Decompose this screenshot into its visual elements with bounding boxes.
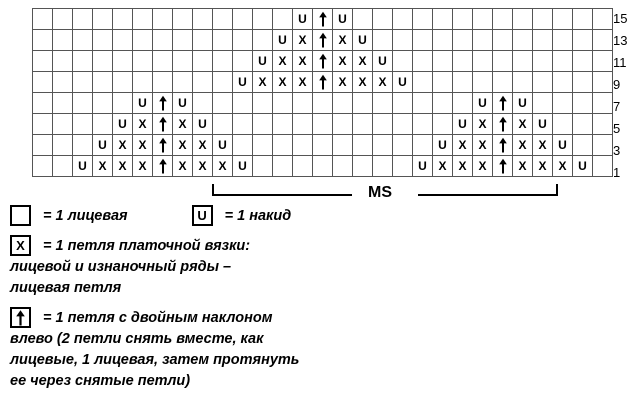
chart-cell-double-decrease [153, 93, 173, 114]
chart-cell-garter: X [273, 51, 293, 72]
chart-cell-blank [193, 30, 213, 51]
chart-cell-yarnover: U [433, 135, 453, 156]
chart-cell-blank [273, 156, 293, 177]
chart-cell-garter: X [333, 51, 353, 72]
chart-cell-blank [453, 9, 473, 30]
chart-cell-blank [93, 93, 113, 114]
chart-cell-blank [393, 9, 413, 30]
chart-cell-blank [53, 93, 73, 114]
chart-cell-garter: X [173, 156, 193, 177]
chart-cell-garter: X [513, 114, 533, 135]
chart-cell-blank [73, 30, 93, 51]
chart-cell-yarnover: U [233, 156, 253, 177]
chart-cell-blank [553, 51, 573, 72]
chart-cell-garter: X [513, 135, 533, 156]
chart-cell-blank [113, 9, 133, 30]
chart-cell-blank [353, 93, 373, 114]
chart-cell-blank [213, 51, 233, 72]
chart-cell-double-decrease [493, 93, 513, 114]
chart-cell-blank [553, 93, 573, 114]
chart-cell-blank [573, 135, 593, 156]
chart-cell-blank [513, 51, 533, 72]
chart-cell-blank [593, 72, 613, 93]
chart-cell-blank [593, 51, 613, 72]
chart-cell-blank [293, 156, 313, 177]
chart-cell-blank [433, 9, 453, 30]
chart-cell-blank [453, 51, 473, 72]
chart-cell-blank [133, 30, 153, 51]
chart-cell-blank [273, 114, 293, 135]
chart-cell-blank [413, 135, 433, 156]
chart-cell-blank [493, 72, 513, 93]
chart-cell-garter: X [353, 72, 373, 93]
chart-cell-blank [593, 30, 613, 51]
chart-cell-blank [53, 156, 73, 177]
chart-cell-double-decrease [153, 135, 173, 156]
chart-cell-garter: X [453, 156, 473, 177]
chart-cell-yarnover: U [513, 93, 533, 114]
row-number: 5 [613, 121, 621, 136]
chart-cell-blank [213, 30, 233, 51]
chart-cell-blank [253, 114, 273, 135]
chart-cell-yarnover: U [453, 114, 473, 135]
chart-cell-blank [253, 135, 273, 156]
chart-cell-garter: X [333, 72, 353, 93]
chart-cell-blank [73, 114, 93, 135]
chart-cell-blank [393, 135, 413, 156]
chart-cell-blank [373, 9, 393, 30]
chart-cell-blank [473, 9, 493, 30]
chart-row [33, 135, 613, 156]
chart-cell-blank [573, 93, 593, 114]
chart-cell-garter: X [533, 135, 553, 156]
chart-cell-garter: X [173, 135, 193, 156]
chart-cell-blank [233, 135, 253, 156]
chart-cell-blank [373, 156, 393, 177]
chart-cell-blank [353, 156, 373, 177]
chart-cell-garter: X [173, 114, 193, 135]
chart-cell-garter: X [553, 156, 573, 177]
chart-cell-blank [73, 72, 93, 93]
chart-row [33, 114, 613, 135]
chart-cell-yarnover: U [573, 156, 593, 177]
chart-cell-blank [573, 72, 593, 93]
chart-cell-garter: X [133, 114, 153, 135]
chart-cell-blank [353, 135, 373, 156]
chart-cell-double-decrease [153, 114, 173, 135]
chart-cell-yarnover: U [113, 114, 133, 135]
chart-cell-blank [413, 114, 433, 135]
legend-item-1-text: = 1 лицевая [43, 207, 128, 224]
ms-bracket [212, 184, 558, 206]
chart-cell-blank [253, 93, 273, 114]
chart-cell-blank [53, 51, 73, 72]
chart-cell-blank [333, 114, 353, 135]
row-number: 15 [613, 11, 628, 26]
chart-cell-yarnover: U [373, 51, 393, 72]
chart-cell-blank [413, 72, 433, 93]
chart-cell-blank [513, 30, 533, 51]
chart-cell-blank [393, 30, 413, 51]
chart-cell-blank [433, 93, 453, 114]
chart-cell-blank [53, 135, 73, 156]
legend-row-1 [10, 205, 630, 226]
chart-row [33, 51, 613, 72]
chart-cell-garter: X [133, 135, 153, 156]
chart-cell-blank [593, 9, 613, 30]
chart-cell-blank [53, 72, 73, 93]
chart-cell-garter: X [193, 156, 213, 177]
chart-cell-blank [253, 30, 273, 51]
chart-cell-blank [133, 9, 153, 30]
chart-cell-blank [293, 135, 313, 156]
chart-cell-yarnover: U [553, 135, 573, 156]
chart-cell-yarnover: U [93, 135, 113, 156]
chart-cell-yarnover: U [253, 51, 273, 72]
chart-cell-blank [533, 72, 553, 93]
chart-cell-double-decrease [313, 72, 333, 93]
chart-cell-blank [513, 9, 533, 30]
chart-cell-blank [333, 135, 353, 156]
chart-cell-yarnover: U [233, 72, 253, 93]
chart-cell-blank [493, 30, 513, 51]
chart-cell-blank [453, 93, 473, 114]
legend-row-3 [10, 307, 630, 391]
chart-cell-blank [593, 156, 613, 177]
chart-cell-blank [533, 30, 553, 51]
chart-cell-garter: X [133, 156, 153, 177]
chart-cell-garter: X [453, 135, 473, 156]
legend-row-2 [10, 235, 630, 298]
chart-cell-blank [553, 114, 573, 135]
chart-cell-blank [473, 72, 493, 93]
chart-cell-yarnover: U [393, 72, 413, 93]
chart-cell-blank [333, 93, 353, 114]
chart-cell-blank [393, 114, 413, 135]
chart-cell-blank [193, 9, 213, 30]
chart-cell-blank [573, 114, 593, 135]
chart-cell-blank [133, 72, 153, 93]
chart-cell-blank [573, 51, 593, 72]
chart-cell-blank [593, 135, 613, 156]
chart-row [33, 30, 613, 51]
chart-cell-blank [73, 135, 93, 156]
chart-cell-yarnover: U [293, 9, 313, 30]
chart-cell-blank [413, 9, 433, 30]
chart-cell-garter: X [353, 51, 373, 72]
chart-cell-blank [253, 156, 273, 177]
chart-cell-blank [393, 51, 413, 72]
chart-cell-blank [233, 93, 253, 114]
chart-cell-blank [553, 30, 573, 51]
chart-cell-blank [33, 114, 53, 135]
chart-cell-blank [53, 9, 73, 30]
chart-cell-blank [153, 72, 173, 93]
ms-label: MS [363, 184, 397, 202]
chart-cell-blank [313, 114, 333, 135]
chart-cell-blank [513, 72, 533, 93]
chart-cell-blank [433, 72, 453, 93]
chart-cell-garter: X [293, 51, 313, 72]
chart-cell-blank [233, 30, 253, 51]
chart-cell-blank [93, 51, 113, 72]
chart-cell-blank [93, 9, 113, 30]
chart-cell-blank [393, 93, 413, 114]
chart-cell-blank [193, 93, 213, 114]
chart-row [33, 93, 613, 114]
chart-cell-blank [33, 30, 53, 51]
chart-cell-blank [213, 72, 233, 93]
chart-cell-blank [433, 30, 453, 51]
legend-item-2-text: = 1 накид [224, 207, 292, 224]
chart-cell-blank [153, 9, 173, 30]
chart-cell-blank [233, 114, 253, 135]
chart-cell-blank [313, 93, 333, 114]
chart-cell-blank [133, 51, 153, 72]
chart-cell-blank [353, 9, 373, 30]
chart-cell-garter: X [333, 30, 353, 51]
chart-cell-blank [213, 93, 233, 114]
chart-cell-blank [33, 72, 53, 93]
chart-cell-blank [313, 135, 333, 156]
chart-cell-blank [233, 9, 253, 30]
row-number: 9 [613, 77, 621, 92]
chart-cell-blank [153, 30, 173, 51]
chart-cell-garter: X [473, 156, 493, 177]
chart-cell-blank [193, 51, 213, 72]
row-numbers [613, 8, 639, 184]
chart-cell-yarnover: U [333, 9, 353, 30]
chart-row [33, 156, 613, 177]
row-number: 13 [613, 33, 628, 48]
chart-cell-blank [373, 30, 393, 51]
chart-cell-blank [33, 156, 53, 177]
chart-cell-double-decrease [313, 30, 333, 51]
chart-cell-blank [313, 156, 333, 177]
chart-cell-blank [73, 51, 93, 72]
chart-cell-blank [93, 114, 113, 135]
chart-cell-blank [33, 51, 53, 72]
chart-cell-yarnover: U [133, 93, 153, 114]
chart-cell-blank [553, 72, 573, 93]
legend-item-3-line2: лицевой и изнаночный ряды – [10, 259, 232, 275]
chart-cell-garter: X [373, 72, 393, 93]
chart-grid [32, 8, 613, 177]
legend [10, 205, 630, 393]
chart-cell-garter: X [433, 156, 453, 177]
chart-row [33, 72, 613, 93]
chart-cell-double-decrease [493, 114, 513, 135]
chart-cell-yarnover: U [273, 30, 293, 51]
legend-item-4-line4: ее через снятые петли) [10, 373, 191, 389]
row-number: 3 [613, 143, 621, 158]
legend-item-3-line3: лицевая петля [10, 280, 122, 296]
chart-cell-blank [73, 93, 93, 114]
chart-cell-blank [373, 93, 393, 114]
yarnover-symbol: U [192, 205, 213, 226]
chart-cell-garter: X [293, 30, 313, 51]
chart-cell-garter: X [193, 135, 213, 156]
chart-cell-blank [173, 51, 193, 72]
chart-cell-blank [33, 93, 53, 114]
chart-cell-blank [73, 9, 93, 30]
chart-cell-garter: X [473, 114, 493, 135]
chart-cell-blank [33, 9, 53, 30]
chart-cell-blank [173, 30, 193, 51]
chart-cell-blank [573, 30, 593, 51]
chart-cell-yarnover: U [173, 93, 193, 114]
knitting-chart [32, 8, 613, 177]
chart-cell-blank [193, 72, 213, 93]
chart-cell-blank [473, 51, 493, 72]
garter-stitch-symbol: X [10, 235, 31, 256]
double-left-decrease-symbol [10, 307, 31, 328]
chart-cell-blank [213, 9, 233, 30]
chart-cell-blank [473, 30, 493, 51]
chart-cell-blank [533, 51, 553, 72]
chart-cell-blank [113, 93, 133, 114]
chart-cell-double-decrease [153, 156, 173, 177]
chart-cell-blank [433, 114, 453, 135]
chart-cell-blank [413, 93, 433, 114]
chart-cell-blank [413, 30, 433, 51]
chart-cell-garter: X [213, 156, 233, 177]
chart-cell-blank [493, 9, 513, 30]
chart-cell-garter: X [273, 72, 293, 93]
chart-cell-blank [293, 114, 313, 135]
chart-cell-blank [93, 30, 113, 51]
chart-cell-blank [593, 114, 613, 135]
chart-cell-blank [273, 93, 293, 114]
chart-cell-garter: X [473, 135, 493, 156]
chart-cell-blank [53, 30, 73, 51]
chart-cell-blank [173, 9, 193, 30]
chart-cell-blank [493, 51, 513, 72]
chart-cell-yarnover: U [73, 156, 93, 177]
chart-cell-blank [53, 114, 73, 135]
chart-cell-blank [353, 114, 373, 135]
chart-cell-garter: X [293, 72, 313, 93]
chart-cell-blank [213, 114, 233, 135]
chart-cell-blank [453, 30, 473, 51]
chart-cell-double-decrease [493, 156, 513, 177]
chart-cell-blank [533, 93, 553, 114]
chart-cell-blank [273, 9, 293, 30]
chart-cell-blank [173, 72, 193, 93]
chart-cell-blank [113, 30, 133, 51]
chart-cell-blank [573, 9, 593, 30]
chart-cell-blank [433, 51, 453, 72]
chart-cell-garter: X [113, 156, 133, 177]
chart-cell-blank [33, 135, 53, 156]
chart-cell-blank [113, 72, 133, 93]
chart-cell-blank [93, 72, 113, 93]
row-number: 1 [613, 165, 621, 180]
row-number: 11 [613, 55, 627, 70]
chart-cell-yarnover: U [473, 93, 493, 114]
chart-cell-blank [273, 135, 293, 156]
legend-item-3-text: = 1 петля платочной вязки: [43, 237, 251, 254]
chart-cell-double-decrease [313, 9, 333, 30]
chart-cell-blank [453, 72, 473, 93]
chart-cell-blank [233, 51, 253, 72]
chart-cell-blank [393, 156, 413, 177]
chart-cell-yarnover: U [533, 114, 553, 135]
chart-cell-blank [373, 135, 393, 156]
chart-cell-garter: X [93, 156, 113, 177]
legend-item-4-line3: лицевые, 1 лицевая, затем протянуть [10, 352, 300, 368]
chart-cell-garter: X [533, 156, 553, 177]
chart-cell-blank [413, 51, 433, 72]
chart-cell-blank [293, 93, 313, 114]
chart-row [33, 9, 613, 30]
chart-cell-blank [253, 9, 273, 30]
legend-item-4-text: = 1 петля с двойным наклоном [43, 309, 273, 326]
chart-cell-garter: X [513, 156, 533, 177]
chart-cell-blank [333, 156, 353, 177]
chart-cell-blank [153, 51, 173, 72]
chart-cell-yarnover: U [353, 30, 373, 51]
legend-item-4-line2: влево (2 петли снять вместе, как [10, 331, 264, 347]
chart-cell-blank [553, 9, 573, 30]
chart-cell-yarnover: U [213, 135, 233, 156]
chart-cell-yarnover: U [413, 156, 433, 177]
chart-cell-yarnover: U [193, 114, 213, 135]
chart-cell-blank [373, 114, 393, 135]
chart-cell-blank [593, 93, 613, 114]
row-number: 7 [613, 99, 621, 114]
chart-cell-garter: X [113, 135, 133, 156]
chart-cell-garter: X [253, 72, 273, 93]
chart-cell-blank [113, 51, 133, 72]
chart-cell-blank [533, 9, 553, 30]
chart-cell-double-decrease [493, 135, 513, 156]
chart-cell-double-decrease [313, 51, 333, 72]
knit-stitch-symbol [10, 205, 31, 226]
